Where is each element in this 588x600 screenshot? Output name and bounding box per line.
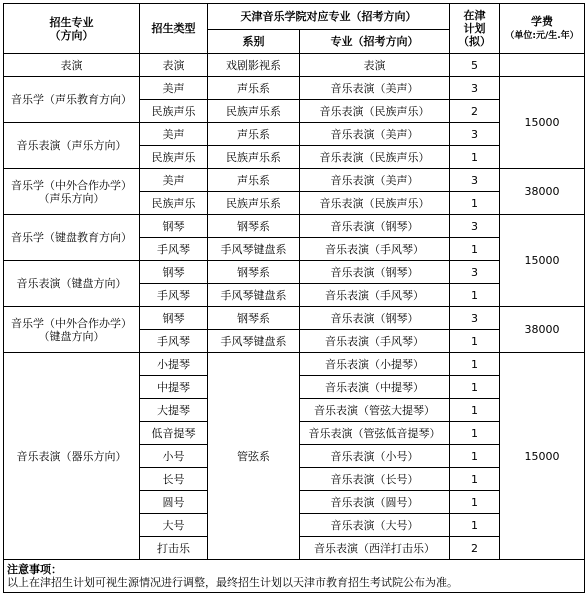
table-row [4,77,585,100]
plan-cell: 1 [450,514,500,537]
subject-cell: 音乐表演（管弦低音提琴） [300,422,450,445]
plan-cell: 1 [450,468,500,491]
notes-title: 注意事项： [7,563,62,576]
dept-cell: 钢琴系 [208,307,300,330]
table-row [4,353,585,376]
type-cell: 小提琴 [140,353,208,376]
subject-cell: 音乐表演（民族声乐） [300,192,450,215]
plan-cell: 1 [450,284,500,307]
fee-cell [500,54,585,77]
plan-cell: 1 [450,376,500,399]
subject-cell: 音乐表演（钢琴） [300,261,450,284]
table-row [4,215,585,238]
subject-cell: 音乐表演（管弦大提琴） [300,399,450,422]
header-plan [450,4,500,54]
fee-cell: 38000 [500,169,585,215]
subject-cell: 音乐表演（美声） [300,123,450,146]
type-cell: 美声 [140,77,208,100]
plan-cell: 2 [450,537,500,560]
major-cell: 音乐学（声乐教育方向） [4,77,140,123]
header-subject: 专业（招考方向） [300,30,450,54]
header-plan-text: 在津 计划 （拟） [458,9,491,48]
subject-cell: 音乐表演（民族声乐） [300,100,450,123]
subject-cell: 音乐表演（民族声乐） [300,146,450,169]
subject-cell: 表演 [300,54,450,77]
type-cell: 中提琴 [140,376,208,399]
type-cell: 钢琴 [140,215,208,238]
subject-cell: 音乐表演（手风琴） [300,284,450,307]
dept-cell: 声乐系 [208,77,300,100]
plan-cell: 1 [450,238,500,261]
plan-cell: 5 [450,54,500,77]
plan-cell: 3 [450,261,500,284]
plan-cell: 1 [450,146,500,169]
major-cell: 音乐学（键盘教育方向） [4,215,140,261]
type-cell: 美声 [140,123,208,146]
type-cell: 大提琴 [140,399,208,422]
plan-cell: 3 [450,77,500,100]
notes-cell [4,560,585,593]
major-cell: 表演 [4,54,140,77]
subject-cell: 音乐表演（大号） [300,514,450,537]
plan-cell: 3 [450,307,500,330]
subject-cell: 音乐表演（圆号） [300,491,450,514]
plan-cell: 1 [450,399,500,422]
dept-cell: 民族声乐系 [208,100,300,123]
table-row [4,261,585,284]
plan-cell: 3 [450,215,500,238]
header-type: 招生类型 [140,4,208,54]
header-fee [500,4,585,54]
plan-cell: 3 [450,169,500,192]
subject-cell: 音乐表演（中提琴） [300,376,450,399]
type-cell: 小号 [140,445,208,468]
dept-cell: 手风琴键盘系 [208,238,300,261]
fee-cell: 15000 [500,353,585,560]
plan-cell: 1 [450,192,500,215]
dept-cell: 戏剧影视系 [208,54,300,77]
dept-cell: 手风琴键盘系 [208,330,300,353]
fee-cell: 15000 [500,215,585,307]
major-cell: 音乐表演（键盘方向） [4,261,140,307]
major-cell: 音乐表演（器乐方向） [4,353,140,560]
subject-cell: 音乐表演（西洋打击乐） [300,537,450,560]
type-cell: 民族声乐 [140,146,208,169]
plan-cell: 1 [450,491,500,514]
plan-cell: 1 [450,422,500,445]
type-cell: 大号 [140,514,208,537]
major-cell: 音乐表演（声乐方向） [4,123,140,169]
type-cell: 美声 [140,169,208,192]
fee-cell: 38000 [500,307,585,353]
subject-cell: 音乐表演（小号） [300,445,450,468]
table-body [4,54,585,560]
dept-cell: 民族声乐系 [208,192,300,215]
subject-cell: 音乐表演（钢琴） [300,307,450,330]
dept-cell: 声乐系 [208,169,300,192]
type-cell: 钢琴 [140,307,208,330]
plan-cell: 2 [450,100,500,123]
plan-cell: 1 [450,330,500,353]
dept-cell: 钢琴系 [208,261,300,284]
header-fee-label: 学费 [531,14,553,28]
dept-cell: 管弦系 [208,353,300,560]
major-cell: 音乐学（中外合作办学） （声乐方向） [4,169,140,215]
type-cell: 钢琴 [140,261,208,284]
header-group: 天津音乐学院对应专业（招考方向） [208,4,450,30]
fee-cell: 15000 [500,77,585,169]
header-major-text: 招生专业 （方向） [49,15,94,42]
subject-cell: 音乐表演（长号） [300,468,450,491]
table-row [4,307,585,330]
type-cell: 圆号 [140,491,208,514]
plan-cell: 1 [450,353,500,376]
type-cell: 民族声乐 [140,192,208,215]
type-cell: 长号 [140,468,208,491]
type-cell: 手风琴 [140,284,208,307]
header-fee-unit: （单位:元/生.年） [505,30,579,41]
header-major [4,4,140,54]
notes-text: 以上在津招生计划可视生源情况进行调整，最终招生计划以天津市教育招生考试院公布为准。 [7,576,458,589]
type-cell: 打击乐 [140,537,208,560]
major-cell: 音乐学（中外合作办学） （键盘方向） [4,307,140,353]
subject-cell: 音乐表演（美声） [300,169,450,192]
subject-cell: 音乐表演（美声） [300,77,450,100]
dept-cell: 声乐系 [208,123,300,146]
subject-cell: 音乐表演（小提琴） [300,353,450,376]
admissions-plan-table [3,3,585,593]
type-cell: 低音提琴 [140,422,208,445]
subject-cell: 音乐表演（手风琴） [300,238,450,261]
table-row [4,169,585,192]
dept-cell: 钢琴系 [208,215,300,238]
type-cell: 手风琴 [140,330,208,353]
type-cell: 民族声乐 [140,100,208,123]
table-row [4,54,585,77]
plan-cell: 1 [450,445,500,468]
type-cell: 表演 [140,54,208,77]
dept-cell: 民族声乐系 [208,146,300,169]
table-row [4,123,585,146]
type-cell: 手风琴 [140,238,208,261]
subject-cell: 音乐表演（手风琴） [300,330,450,353]
admissions-table-container [3,3,584,593]
subject-cell: 音乐表演（钢琴） [300,215,450,238]
plan-cell: 3 [450,123,500,146]
header-dept: 系别 [208,30,300,54]
dept-cell: 手风琴键盘系 [208,284,300,307]
